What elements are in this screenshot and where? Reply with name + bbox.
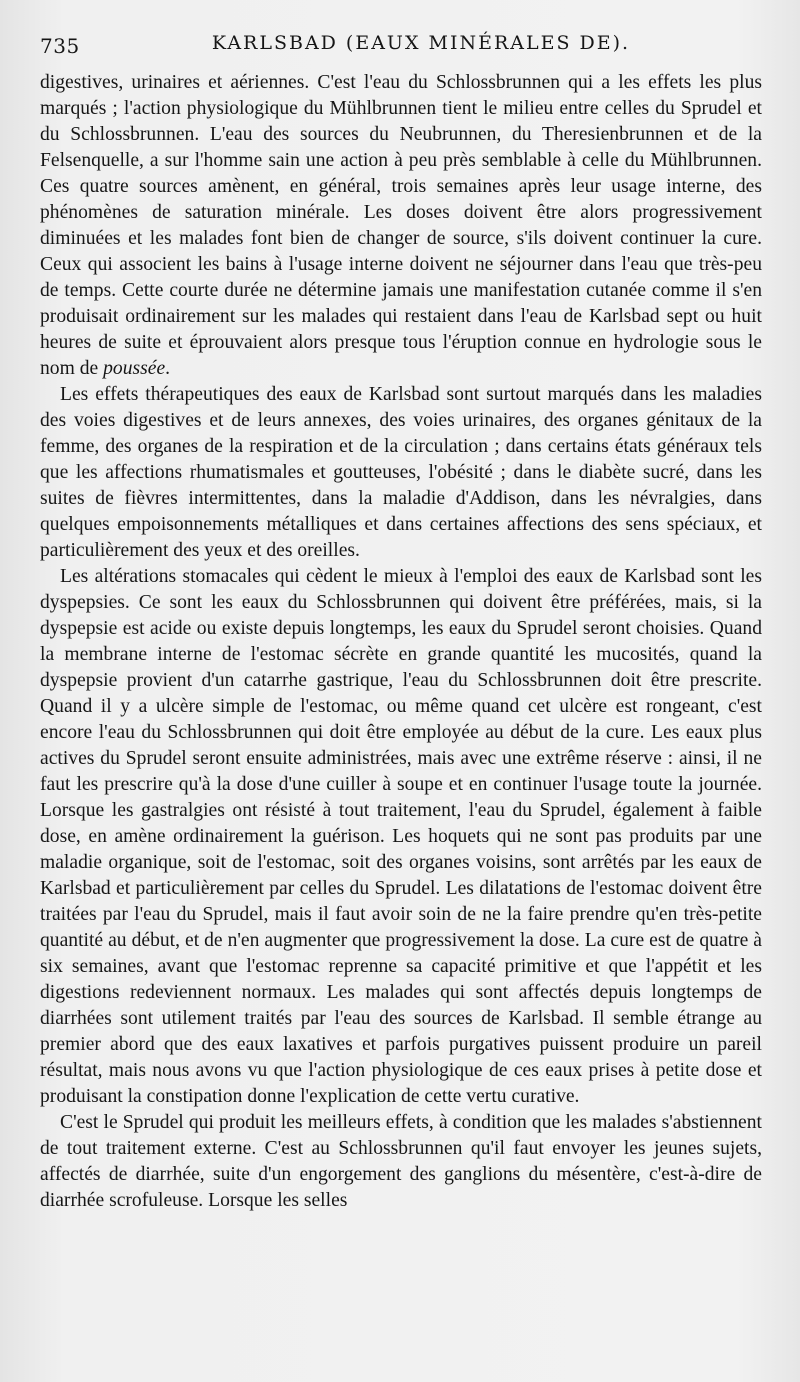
body-text — [40, 70, 762, 1214]
paragraph-1 — [40, 70, 762, 382]
paragraph-2: Les effets thérapeutiques des eaux de Karlsbad sont surtout marqués dans les maladies des voies digestives et de leurs annexes, des voies urinaires, des organes génitaux de la femme, des organes de la respiration et de la circulation ; dans certains états généraux tels que les affections rhumatismales et goutteuses, l'obésité ; dans le diabète sucré, dans les suites de fièvres intermittentes, dans la maladie d'Addison, dans les névralgies, dans quelques empoisonnements métalliques et dans certaines affections des sens spéciaux, et particulièrement des yeux et des oreilles. — [40, 384, 762, 561]
paragraph-1-end: . — [165, 358, 171, 379]
running-title: KARLSBAD (EAUX MINÉRALES DE). — [211, 32, 631, 54]
paragraph-1-text: digestives, urinaires et aériennes. C'est l'eau du Schlossbrunnen qui a les effets les plus marqués ; l'action physiologique du Mühlbrunnen tient le milieu entre celles du Sprudel et du Schlossbrunnen. L'eau des sources du Neubrunnen, du Theresienbrunnen et de la Felsenquelle, a sur l'homme sain une action à peu près semblable à celle du Mühlbrunnen. Ces quatre sources amènent, en général, trois semaines après leur usage interne, des phénomènes de saturation minérale. Les doses doivent être alors progressivement diminuées et les malades font bien de changer de source, s'ils doivent continuer la cure. Ceux qui associent les bains à l'usage interne doivent ne séjourner dans l'eau que très-peu de temps. Cette courte durée ne détermine jamais une manifestation cutanée comme il s'en produisait ordinairement sur les malades qui restaient dans l'eau de Karlsbad sept ou huit heures de suite et éprouvaient alors presque tous l'éruption connue en hydrologie sous le nom de — [40, 72, 762, 379]
paragraph-4: C'est le Sprudel qui produit les meilleurs effets, à condition que les malades s'abstiennent de tout traitement externe. C'est au Schlossbrunnen qu'il faut envoyer les jeunes sujets, affectés de diarrhée, suite d'un engorgement des ganglions du mésentère, c'est-à-dire de diarrhée scrofuleuse. Lorsque les selles — [40, 1112, 762, 1211]
paragraph-3: Les altérations stomacales qui cèdent le mieux à l'emploi des eaux de Karlsbad sont les dyspepsies. Ce sont les eaux du Schlossbrunnen qui doivent être préférées, mais, si la dyspepsie est acide ou existe depuis longtemps, les eaux du Sprudel seront choisies. Quand la membrane interne de l'estomac sécrète en grande quantité les mucosités, quand la dyspepsie provient d'un catarrhe gastrique, l'eau du Schlossbrunnen doit être prescrite. Quand il y a ulcère simple de l'estomac, ou même quand cet ulcère est rongeant, c'est encore l'eau du Schlossbrunnen qui doit être employée au début de la cure. Les eaux plus actives du Sprudel seront ensuite administrées, mais avec une extrême réserve : ainsi, il ne faut les prescrire qu'à la dose d'une cuiller à soupe et en continuer l'usage toute la journée. Lorsque les gastralgies ont résisté à tout traitement, l'eau du Sprudel, également à faible dose, en amène ordinairement la guérison. Les hoquets qui ne sont pas produits par une maladie organique, soit de l'estomac, soit des organes voisins, sont arrêtés par les eaux de Karlsbad et particulièrement par celles du Sprudel. Les dilatations de l'estomac doivent être traitées par l'eau du Sprudel, mais il faut avoir soin de ne la faire prendre qu'en très-petite quantité au début, et de n'en augmenter que progressivement la dose. La cure est de quatre à six semaines, avant que l'estomac reprenne sa capacité primitive et que l'appétit et les digestions redeviennent normaux. Les malades qui sont affectés depuis longtemps de diarrhées sont utilement traités par l'eau des sources de Karlsbad. Il semble étrange au premier abord que des eaux laxatives et parfois purgatives puissent produire un pareil résultat, mais nous avons vu que l'action physiologique de ces eaux prises à petite dose et produisant la constipation donne l'explication de cette vertu curative. — [40, 566, 762, 1107]
page-number: 735 — [40, 34, 80, 58]
running-head — [40, 22, 762, 62]
italic-term: poussée — [103, 358, 166, 379]
